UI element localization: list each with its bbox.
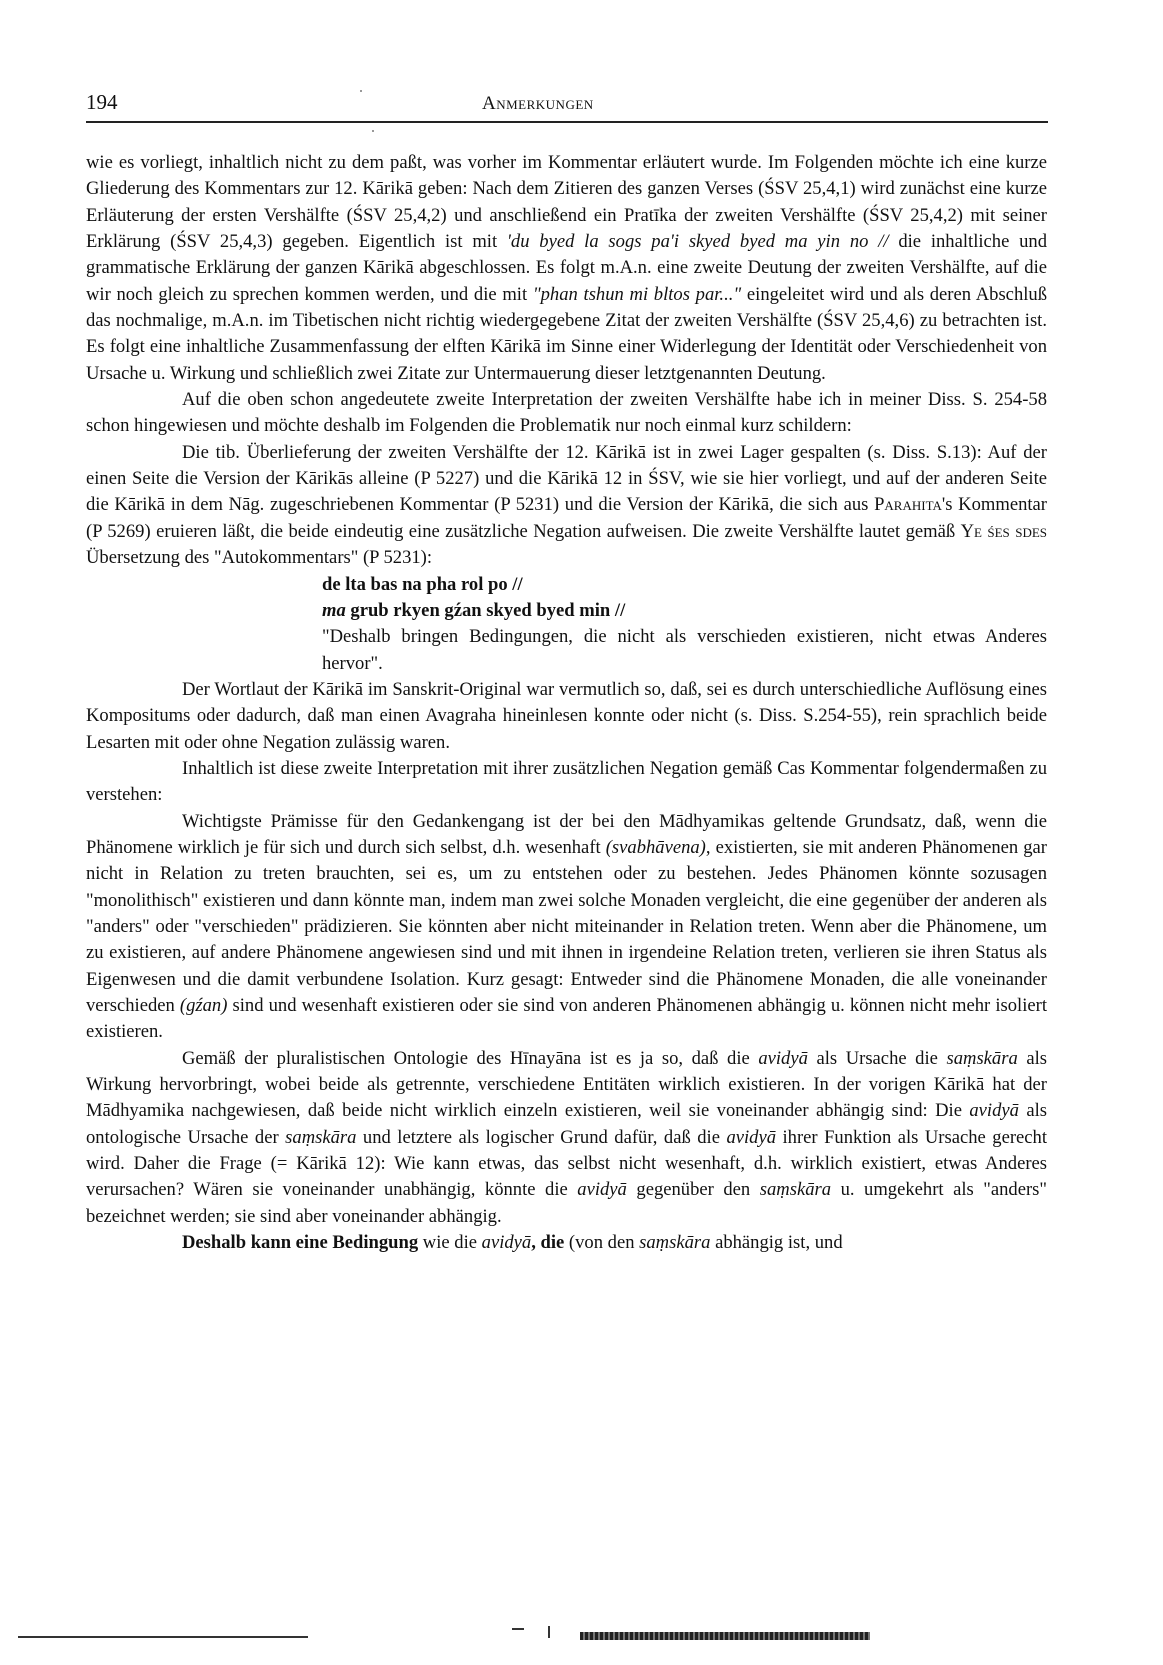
scan-speck	[548, 1626, 550, 1638]
paragraph: Der Wortlaut der Kārikā im Sanskrit-Original war vermutlich so, daß, sei es durch unterschiedliche Auflösung eines Kompositums oder dadurch, daß man einen Avagraha hineinlesen konnte oder nicht (s. Diss. S.254-55), rein sprachlich beide Lesarten mit oder ohne Negation zulässig waren.	[86, 678, 1047, 753]
paragraph: Deshalb kann eine Bedingung wie die avidyā, die (von den saṃskāra abhängig ist, und	[182, 1232, 843, 1254]
verse-line: ma grub rkyen gźan skyed byed min //	[322, 599, 626, 621]
scan-speck	[360, 90, 362, 92]
verse-translation: "Deshalb bringen Bedingungen, die nicht als verschieden existieren, nicht etwas Anderes hervor".	[322, 626, 1047, 674]
paragraph: Wichtigste Prämisse für den Gedankengang ist der bei den Mādhyamikas geltende Grundsatz, daß, wenn die Phänomene wirklich je für sich und durch sich selbst, d.h. wesenhaft (svabhāvena), existierten, sie mit anderen Phänomenen gar nicht in Relation zu treten brauchten, sei es, um zu entstehen oder zu bestehen. Jedes Phänomen könnte sozusagen "monolithisch" existieren und dann könnte man, indem man zwei solche Monaden vergleicht, die eine gegenüber der anderen als "anders" oder "verschieden" prädizieren. Sie könnten aber nicht miteinander in Relation treten. Wenn aber die Phänomene, um zu existieren, auf andere Phänomene angewiesen sind und mit ihnen in irgendeine Relation treten, verlieren sie ihren Status als Eigenwesen und die damit verbundene Isolation. Kurz gesagt: Entweder sind die Phänomene Monaden, die alle voneinander verschieden (gźan) sind und wesenhaft existieren oder sie sind von anderen Phänomenen abhängig u. können nicht mehr isoliert existieren.	[86, 810, 1047, 1043]
footer-scan-bar	[580, 1632, 870, 1640]
scan-speck	[512, 1628, 524, 1630]
header-rule	[86, 121, 1048, 123]
paragraph: Auf die oben schon angedeutete zweite Interpretation der zweiten Vershälfte habe ich in meiner Diss. S. 254-58 schon hingewiesen und möchte deshalb im Folgenden die Problematik nur noch einmal kurz schildern:	[86, 389, 1047, 437]
paragraph: Inhaltlich ist diese zweite Interpretation mit ihrer zusätzlichen Negation gemäß Cas Kommentar folgendermaßen zu verstehen:	[86, 757, 1047, 806]
paragraph: Gemäß der pluralistischen Ontologie des Hīnayāna ist es ja so, daß die avidyā als Ursache die saṃskāra als Wirkung hervorbringt, wobei beide als getrennte, verschiedene Entitäten wirklich existieren. In der vorigen Kārikā hat der Mādhyamika nachgewiesen, daß beide nicht wirklich einzeln existieren, weil sie voneinander abhängig sind: Die avidyā als ontologische Ursache der saṃskāra und letztere als logischer Grund dafür, daß die avidyā ihrer Funktion als Ursache gerecht wird. Daher die Frage (= Kārikā 12): Wie kann etwas, das selbst nicht wesenhaft, d.h. wirklich existiert, etwas Anderes verursachen? Wären sie voneinander unabhängig, könnte die avidyā gegenüber den saṃskāra u. umgekehrt als "anders" bezeichnet werden; sie sind aber voneinander abhängig.	[86, 1047, 1047, 1227]
scan-speck	[372, 130, 374, 132]
footer-scan-rule	[18, 1636, 308, 1638]
page-number: 194	[86, 90, 118, 114]
body-text	[86, 150, 1047, 1256]
running-head: Anmerkungen	[482, 93, 594, 114]
verse-line: de lta bas na pha rol po //	[322, 573, 523, 595]
paragraph: Die tib. Überlieferung der zweiten Vershälfte der 12. Kārikā ist in zwei Lager gespalten (s. Diss. S.13): Auf der einen Seite die Version der Kārikās alleine (P 5227) und die Kārikā 12 in ŚSV, wie sie hier vorliegt, und auf der anderen Seite die Kārikā in dem Nāg. zugeschriebenen Kommentar (P 5231) und die Version der Kārikā, die sich aus Parahita's Kommentar (P 5269) eruieren läßt, die beide eindeutig eine zusätzliche Negation aufweisen. Die zweite Vershälfte lautet gemäß Ye śes sdes Übersetzung des "Autokommentars" (P 5231):	[86, 441, 1047, 569]
page-header	[86, 90, 1046, 120]
paragraph: wie es vorliegt, inhaltlich nicht zu dem paßt, was vorher im Kommentar erläutert wurde. Im Folgenden möchte ich eine kurze Gliederung des Kommentars zur 12. Kārikā geben: Nach dem Zitieren des ganzen Verses (ŚSV 25,4,1) wird zunächst eine kurze Erläuterung der ersten Vershälfte (ŚSV 25,4,2) und anschließend ein Pratīka der zweiten Vershälfte (ŚSV 25,4,2) mit seiner Erklärung (ŚSV 25,4,3) gegeben. Eigentlich ist mit 'du byed la sogs pa'i skyed byed ma yin no // die inhaltliche und grammatische Erklärung der ganzen Kārikā abgeschlossen. Es folgt m.A.n. eine zweite Deutung der zweiten Vershälfte, auf die wir noch gleich zu sprechen kommen werden, und die mit "phan tshun mi bltos par..." eingeleitet wird und als deren Abschluß das nochmalige, m.A.n. im Tibetischen nicht richtig wiedergegebene Zitat der zweiten Vershälfte (ŚSV 25,4,6) zu betrachten ist. Es folgt eine inhaltliche Zusammenfassung der elften Kārikā im Sinne einer Widerlegung der Identität oder Verschiedenheit von Ursache u. Wirkung und schließlich zwei Zitate zur Untermauerung dieser letztgenannten Deutung.	[86, 152, 1048, 384]
